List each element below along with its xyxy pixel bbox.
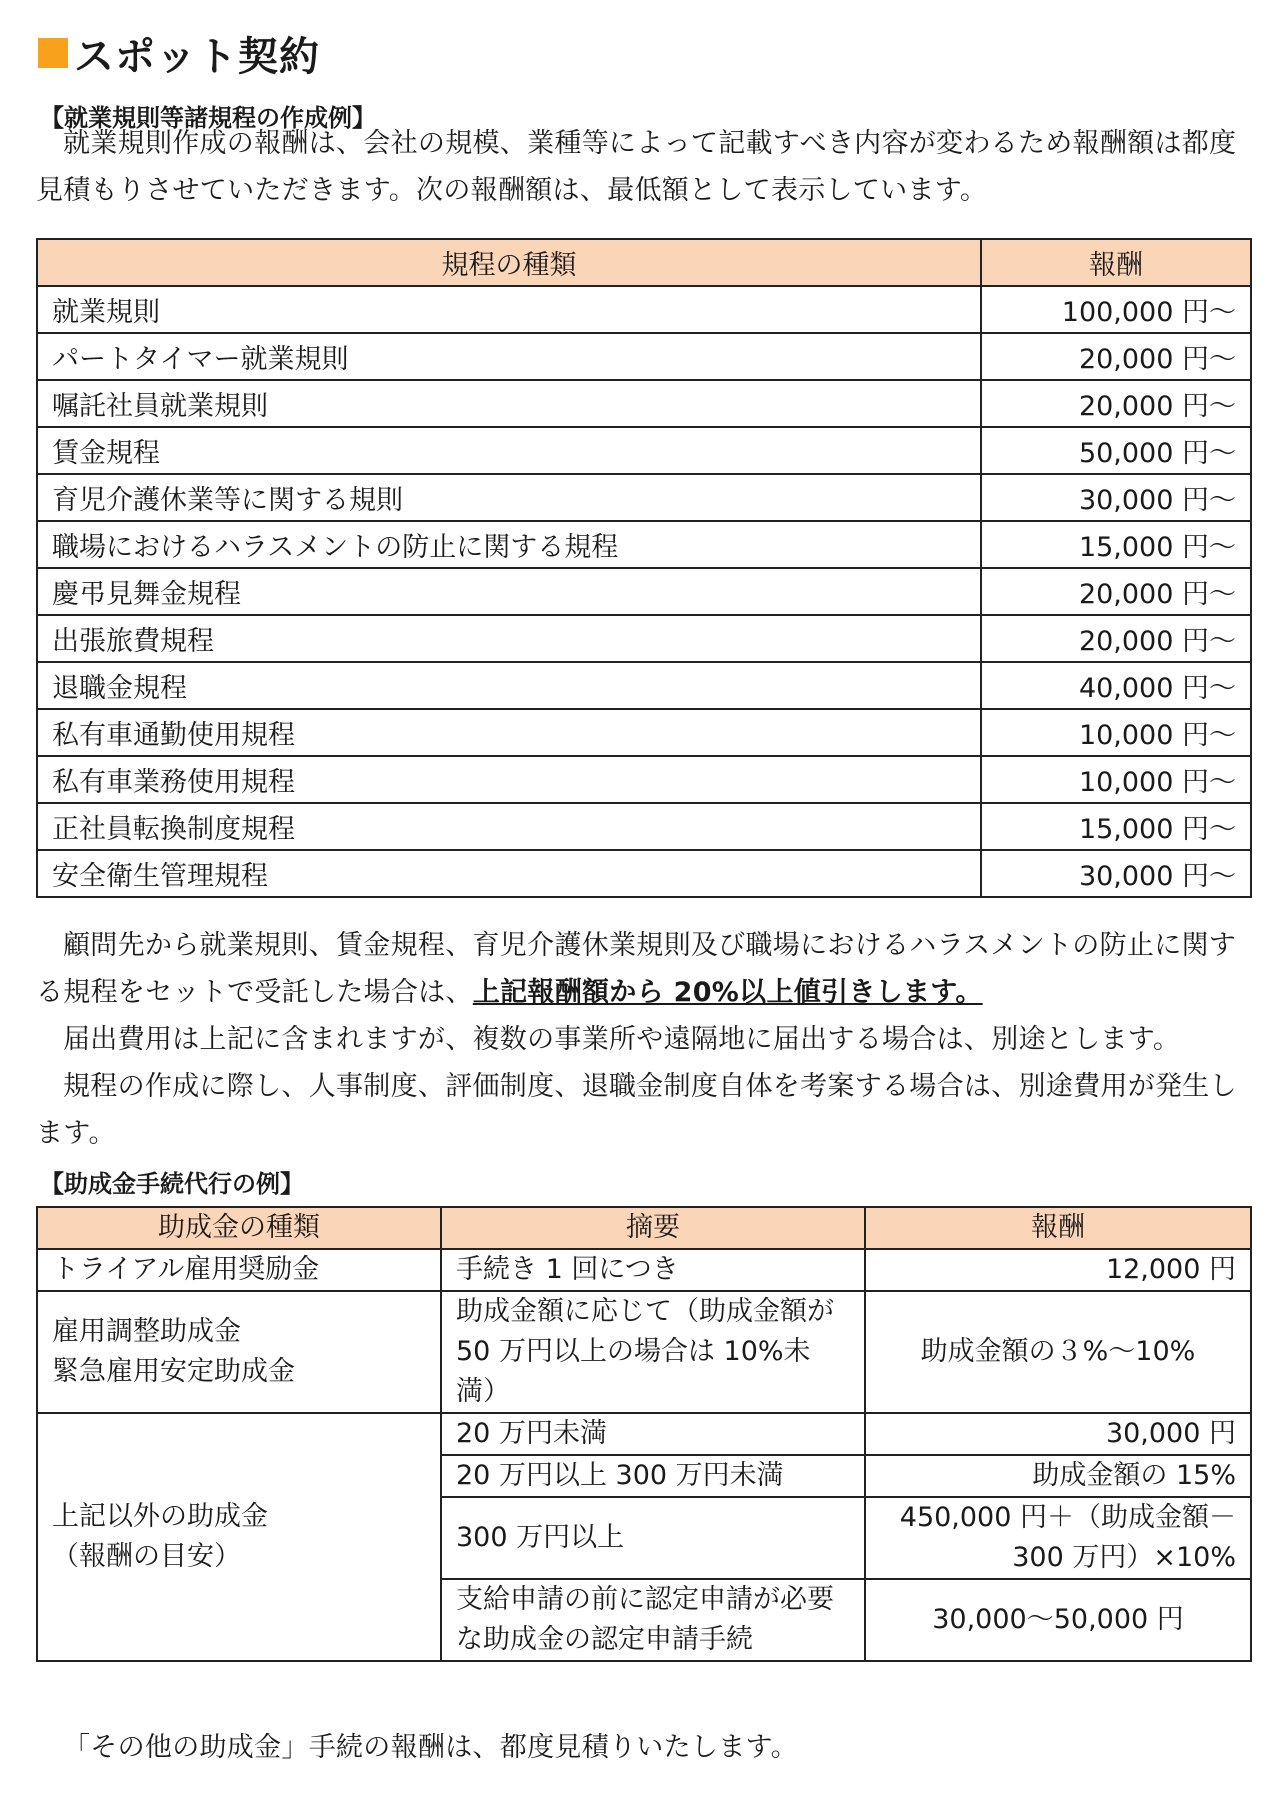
section2-heading: 【助成金手続代行の例】 — [40, 1170, 304, 1198]
orange-square-icon — [38, 38, 68, 68]
table-header-row — [37, 1207, 1251, 1249]
subsidy-type-line: 緊急雇用安定助成金 — [52, 1356, 295, 1387]
regulation-fee: 20,000 円～ — [981, 333, 1251, 380]
regulation-fee: 50,000 円～ — [981, 427, 1251, 474]
regulation-name: 育児介護休業等に関する規則 — [37, 474, 981, 521]
table-row — [37, 709, 1251, 756]
extra-cost-note: 規程の作成に際し、人事制度、評価制度、退職金制度自体を考案する場合は、別途費用が発生します。 — [36, 1071, 1237, 1149]
table-row — [37, 427, 1251, 474]
regulation-fee: 15,000 円～ — [981, 521, 1251, 568]
subsidy-type-line: 雇用調整助成金 — [52, 1316, 241, 1347]
regulation-name: 賃金規程 — [37, 427, 981, 474]
subsidy-type-line: （報酬の目安） — [52, 1541, 241, 1572]
discount-note-text: 顧問先から就業規則、賃金規程、育児介護休業規則及び職場におけるハラスメントの防止に関する規程をセットで受託した場合は、 — [36, 930, 1237, 1008]
subsidy-description: 手続き 1 回につき — [441, 1249, 865, 1291]
regulation-fee: 10,000 円～ — [981, 709, 1251, 756]
discount-note — [36, 922, 1252, 1016]
table-row — [37, 568, 1251, 615]
subsidy-description: 支給申請の前に認定申請が必要な助成金の認定申請手続 — [441, 1579, 865, 1661]
table-row — [37, 662, 1251, 709]
header-fee: 報酬 — [865, 1207, 1251, 1249]
subsidy-fee: 助成金額の３%～10% — [865, 1291, 1251, 1413]
header-subsidy-type: 助成金の種類 — [37, 1207, 441, 1249]
subsidy-description: 20 万円未満 — [441, 1413, 865, 1455]
regulation-fee: 20,000 円～ — [981, 568, 1251, 615]
subsidy-fee: 450,000 円＋（助成金額－300 万円）×10% — [865, 1497, 1251, 1579]
table-row — [37, 1249, 1251, 1291]
regulation-name: 出張旅費規程 — [37, 615, 981, 662]
subsidy-type: トライアル雇用奨励金 — [37, 1249, 441, 1291]
regulation-name: 退職金規程 — [37, 662, 981, 709]
regulation-fee: 100,000 円～ — [981, 286, 1251, 333]
page-title — [38, 22, 320, 84]
table-row — [37, 380, 1251, 427]
table-row — [37, 474, 1251, 521]
section1-heading: 【就業規則等諸規程の作成例】 — [40, 104, 376, 132]
table-row — [37, 615, 1251, 662]
table-row — [37, 521, 1251, 568]
footer-note: 「その他の助成金」手続の報酬は、都度見積りいたします。 — [63, 1732, 798, 1763]
table-header-row — [37, 239, 1251, 286]
header-regulation-type: 規程の種類 — [37, 239, 981, 286]
discount-emphasis: 上記報酬額から 20%以上値引きします。 — [472, 977, 983, 1008]
regulation-fee: 10,000 円～ — [981, 756, 1251, 803]
regulation-name: 私有車業務使用規程 — [37, 756, 981, 803]
regulation-fee: 20,000 円～ — [981, 380, 1251, 427]
regulation-name: 嘱託社員就業規則 — [37, 380, 981, 427]
header-fee: 報酬 — [981, 239, 1251, 286]
subsidy-fee: 12,000 円 — [865, 1249, 1251, 1291]
subsidy-type-line: 上記以外の助成金 — [52, 1501, 268, 1532]
table-row — [37, 333, 1251, 380]
section1-intro: 就業規則作成の報酬は、会社の規模、業種等によって記載すべき内容が変わるため報酬額は都度見積もりさせていただきます。次の報酬額は、最低額として表示しています。 — [36, 128, 1237, 206]
table-row — [37, 1413, 1251, 1455]
regulation-name: 職場におけるハラスメントの防止に関する規程 — [37, 521, 981, 568]
table-row — [37, 850, 1251, 897]
subsidy-type — [37, 1413, 441, 1661]
table-row — [37, 286, 1251, 333]
regulation-name: パートタイマー就業規則 — [37, 333, 981, 380]
regulation-fee: 20,000 円～ — [981, 615, 1251, 662]
header-description: 摘要 — [441, 1207, 865, 1249]
table-row — [37, 803, 1251, 850]
regulation-name: 安全衛生管理規程 — [37, 850, 981, 897]
page-title-text: スポット契約 — [74, 33, 320, 80]
regulation-name: 私有車通勤使用規程 — [37, 709, 981, 756]
regulation-fee: 30,000 円～ — [981, 474, 1251, 521]
subsidy-description: 20 万円以上 300 万円未満 — [441, 1455, 865, 1497]
regulation-name: 慶弔見舞金規程 — [37, 568, 981, 615]
regulation-name: 正社員転換制度規程 — [37, 803, 981, 850]
regulation-fee-table — [36, 238, 1252, 898]
table-row — [37, 1291, 1251, 1413]
subsidy-fee: 30,000～50,000 円 — [865, 1579, 1251, 1661]
regulation-fee: 15,000 円～ — [981, 803, 1251, 850]
regulation-fee: 40,000 円～ — [981, 662, 1251, 709]
subsidy-description: 助成金額に応じて（助成金額が 50 万円以上の場合は 10%未満） — [441, 1291, 865, 1413]
regulation-name: 就業規則 — [37, 286, 981, 333]
table-row — [37, 756, 1251, 803]
subsidy-fee-table — [36, 1206, 1252, 1662]
subsidy-description: 300 万円以上 — [441, 1497, 865, 1579]
regulation-fee: 30,000 円～ — [981, 850, 1251, 897]
subsidy-fee: 助成金額の 15% — [865, 1455, 1251, 1497]
filing-fee-note: 届出費用は上記に含まれますが、複数の事業所や遠隔地に届出する場合は、別途とします。 — [63, 1024, 1181, 1055]
subsidy-type — [37, 1291, 441, 1413]
subsidy-fee: 30,000 円 — [865, 1413, 1251, 1455]
